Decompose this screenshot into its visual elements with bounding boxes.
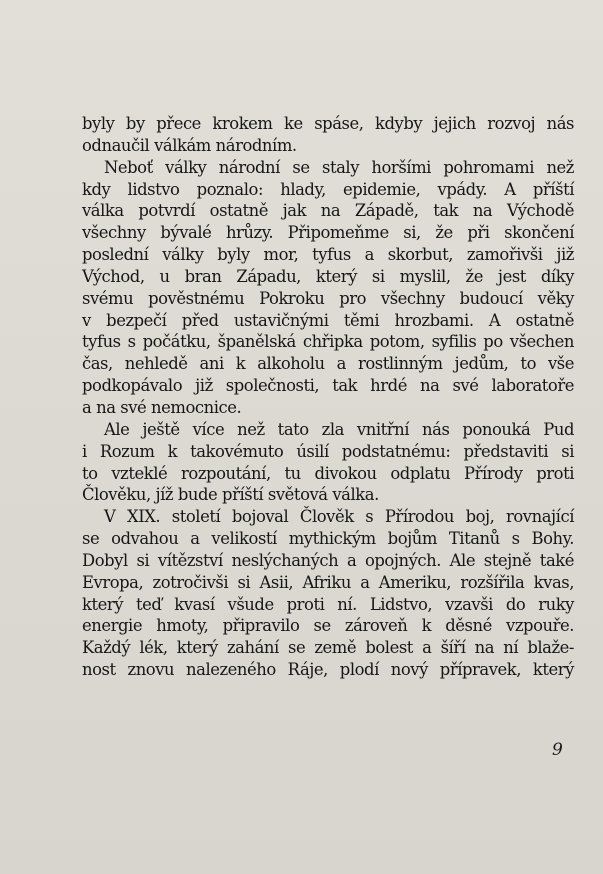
text-line: v bezpečí před ustavičnými těmi hrozbami. A ostatně — [82, 310, 574, 330]
text-line: čas, nehledě ani k alkoholu a rostlinným jedům, to vše — [82, 354, 574, 374]
text-line: Člověku, jíž bude příští světová válka. — [82, 485, 379, 505]
text-line: svému pověstnému Pokroku pro všechny budoucí věky — [82, 288, 574, 308]
text-line: Dobyl si vítězství neslýchaných a opojných. Ale stejně také — [82, 550, 574, 570]
text-line: Evropa, zotročivši si Asii, Afriku a Ameriku, rozšířila kvas, — [82, 572, 574, 592]
text-line: Východ, u bran Západu, který si myslil, že jest díky — [82, 266, 574, 286]
text-line: válka potvrdí ostatně jak na Západě, tak na Východě — [82, 201, 574, 221]
text-line: energie hmoty, připravilo se zároveň k děsné vzpouře. — [82, 616, 574, 636]
text-line: který teď kvasí všude proti ní. Lidstvo, vzavši do ruky — [82, 594, 574, 614]
text-line: poslední války byly mor, tyfus a skorbut, zamořivši již — [82, 245, 574, 265]
text-line: to vzteklé rozpoutání, tu divokou odplatu Přírody proti — [82, 463, 574, 483]
text-line: Neboť války národní se staly horšími pohromami než — [104, 157, 574, 177]
text-line: Každý lék, který zahání se země bolest a šíří na ní blaže- — [82, 638, 574, 658]
text-line: kdy lidstvo poznalo: hlady, epidemie, vpády. A příští — [82, 179, 574, 199]
text-line: Ale ještě více než tato zla vnitřní nás ponouká Pud — [104, 419, 574, 439]
text-line: V XIX. století bojoval Člověk s Přírodou boj, rovnající — [104, 507, 574, 527]
text-line: tyfus s počátku, španělská chřipka potom, syfilis po všechen — [82, 332, 574, 352]
text-line: byly by přece krokem ke spáse, kdyby jejich rozvoj nás — [82, 114, 574, 133]
body-text — [82, 113, 574, 681]
page-number: 9 — [552, 740, 563, 760]
text-line: a na své nemocnice. — [82, 397, 242, 417]
text-line: se odvahou a velikostí mythickým bojům Titanů s Bohy. — [82, 529, 574, 549]
text-line: podkopávalo již společnosti, tak hrdé na své laboratoře — [82, 376, 574, 396]
text-line: nost znovu nalezeného Ráje, plodí nový přípravek, který — [82, 660, 574, 680]
text-line: všechny bývalé hrůzy. Připomeňme si, že při skončení — [82, 223, 574, 243]
text-line: odnaučil válkám národním. — [82, 135, 297, 155]
text-line: i Rozum k takovémuto úsilí podstatnému: představiti si — [82, 441, 574, 461]
